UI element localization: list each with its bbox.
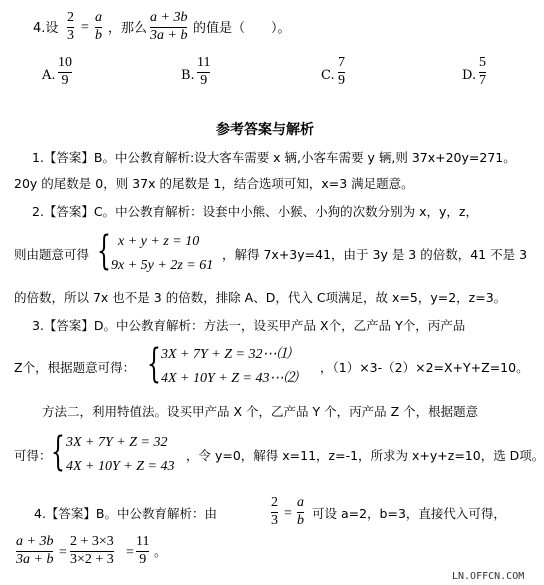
q4-option-b-fraction: 11 9 — [197, 55, 211, 88]
answer-3-eq-1: 3X + 7Y + Z = 32⋯⑴ — [161, 347, 291, 362]
answer-3-line-3: 方法二，利用特值法。设买甲产品 X 个，乙产品 Y 个，丙产品 Z 个，根据题意 — [42, 404, 479, 419]
answer-2-eq-1: x + y + z = 10 — [118, 234, 200, 249]
q4-option-d-label: D. — [462, 68, 477, 83]
q4-option-b-label: B. — [181, 68, 195, 83]
answer-4-equals-2: = — [59, 545, 67, 560]
answer-2-prefix: 则由题意可得 — [14, 247, 90, 262]
answer-3-prefix: Z个，根据题意可得： — [14, 360, 136, 375]
answer-2-suffix: ，解得 7x+3y=41，由于 3y 是 3 的倍数，41 不是 3 — [222, 247, 528, 262]
answer-4-end: 。 — [154, 545, 168, 560]
q4-fraction-expression: a + 3b 3a + b — [150, 10, 188, 43]
answer-3-brace-2: { — [51, 429, 65, 475]
answers-heading: 参考答案与解析 — [216, 122, 314, 138]
q4-fraction-given-lhs: 2 3 — [67, 10, 74, 43]
q4-option-a-label: A. — [42, 68, 56, 83]
answer-4-prefix: 4.【答案】B。中公教育解析：由 — [34, 506, 218, 521]
answer-4-fraction-expression: a + 3b 3a + b — [16, 534, 54, 567]
q4-stem-prefix: 4.设 — [33, 21, 59, 36]
q4-stem-suffix: 的值是（ ）。 — [193, 21, 291, 36]
answer-4-fraction-substituted: 2 + 3×3 3×2 + 3 — [70, 534, 114, 567]
answer-2-line-3: 的倍数，所以 7x 也不是 3 的倍数，排除 A、D，代入 C项满足，故 x=5，y=2，z=3。 — [14, 290, 507, 305]
answer-1-line-2: 20y 的尾数是 0，则 37x 的尾数是 1，结合选项可知，x=3 满足题意。 — [14, 176, 414, 191]
answer-3-suffix-2: ，令 y=0，解得 x=11，z=-1，所求为 x+y+z=10，选 D项。 — [186, 448, 544, 463]
q4-fraction-given-rhs: a b — [95, 10, 102, 43]
q4-option-c-label: C. — [321, 68, 335, 83]
answer-4-fraction-result: 11 9 — [136, 534, 150, 567]
answer-4-fraction-2: a b — [297, 495, 304, 528]
watermark: LN.OFFCN.COM — [452, 571, 525, 582]
answer-3-brace-1: { — [147, 341, 161, 387]
answer-3-suffix: ，（1）×3-（2）×2=X+Y+Z=10。 — [320, 360, 529, 375]
answer-2-brace: { — [97, 228, 111, 274]
q4-stem-mid: ，那么 — [108, 21, 148, 36]
q4-equals: = — [81, 20, 89, 35]
q4-option-c-fraction: 7 9 — [338, 55, 345, 88]
q4-option-a-fraction: 10 9 — [58, 55, 72, 88]
answer-4-suffix: 可设 a=2，b=3，直接代入可得， — [312, 506, 506, 521]
answer-3-prefix-2: 可得： — [14, 448, 52, 463]
answer-3-eq-4: 4X + 10Y + Z = 43 — [66, 459, 175, 474]
q4-option-d-fraction: 5 7 — [479, 55, 486, 88]
answer-4-equals: = — [284, 506, 292, 521]
answer-3-line-1: 3.【答案】D。中公教育解析：方法一，设买甲产品 X个，乙产品 Y个，丙产品 — [32, 318, 466, 333]
answer-1-line-1: 1.【答案】B。中公教育解析:设大客车需要 x 辆,小客车需要 y 辆,则 37x+20y=271。 — [32, 150, 516, 165]
answer-2-eq-2: 9x + 5y + 2z = 61 — [111, 258, 214, 273]
answer-4-fraction-1: 2 3 — [271, 495, 278, 528]
answer-3-eq-3: 3X + 7Y + Z = 32 — [66, 435, 168, 450]
answer-4-equals-3: = — [126, 545, 134, 560]
answer-2-line-1: 2.【答案】C。中公教育解析：设套中小熊、小猴、小狗的次数分别为 x，y，z， — [32, 204, 478, 219]
answer-3-eq-2: 4X + 10Y + Z = 43⋯⑵ — [161, 371, 298, 386]
